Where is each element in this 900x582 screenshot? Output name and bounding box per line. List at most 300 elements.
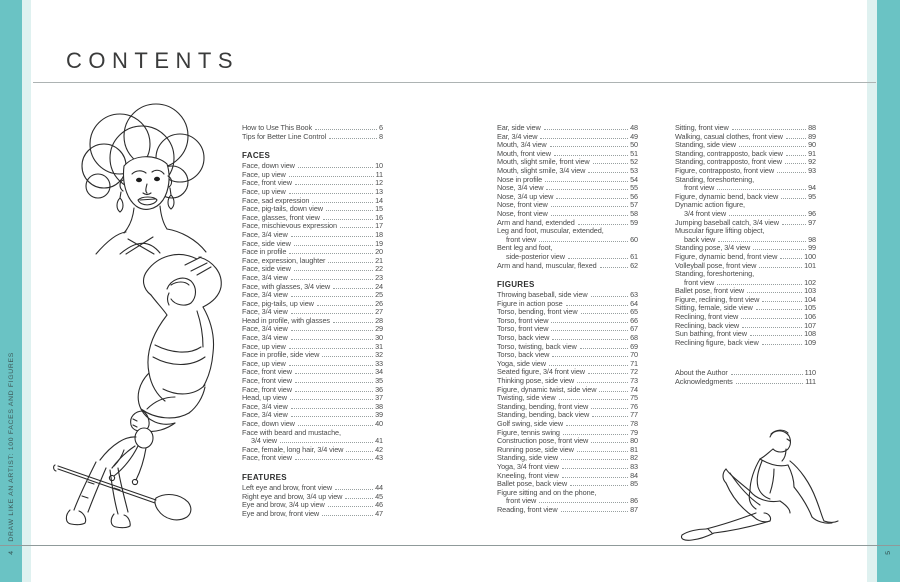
toc-entry-label: Throwing baseball, side view xyxy=(497,290,588,300)
toc-entry-page: 109 xyxy=(804,337,816,347)
dotted-leader xyxy=(741,318,802,319)
toc-entry-page: 63 xyxy=(630,290,638,300)
dotted-leader xyxy=(786,138,806,139)
dotted-leader xyxy=(599,391,628,392)
dotted-leader xyxy=(729,215,806,216)
toc-entry-page: 57 xyxy=(630,200,638,210)
page-title: CONTENTS xyxy=(66,48,239,73)
toc-entry-page: 83 xyxy=(630,461,638,471)
dotted-leader xyxy=(588,373,628,374)
illustration-digging-man xyxy=(40,416,198,540)
dotted-leader xyxy=(717,284,802,285)
toc-entry-page: 86 xyxy=(630,496,638,506)
toc-entry-page: 13 xyxy=(375,186,383,196)
toc-entry-label: Construction pose, front view xyxy=(497,436,589,446)
toc-entry xyxy=(242,454,383,463)
toc-entry-label: Torso, twisting, back view xyxy=(497,341,577,351)
dotted-leader xyxy=(291,313,373,314)
toc-entry-page: 10 xyxy=(375,161,383,171)
dotted-leader xyxy=(346,451,373,452)
toc-entry-page: 90 xyxy=(808,140,816,150)
dotted-leader xyxy=(556,198,628,199)
toc-entry-page: 28 xyxy=(375,315,383,325)
toc-block xyxy=(242,151,383,463)
toc-entry-label: Sitting, female, side view xyxy=(675,303,753,313)
toc-block xyxy=(675,369,816,386)
toc-entry-label: Torso, bending, front view xyxy=(497,307,578,317)
toc-entry-label: Standing, side view xyxy=(675,140,736,150)
toc-entry-label: Face, up view xyxy=(242,186,286,196)
toc-entry-label: Figure, contrapposto, front view xyxy=(675,165,775,175)
toc-entry-label: Sun bathing, front view xyxy=(675,329,747,339)
dotted-leader xyxy=(762,344,802,345)
toc-entry-label: Head in profile, with glasses xyxy=(242,315,330,325)
dotted-leader xyxy=(317,305,373,306)
dotted-leader xyxy=(593,163,628,164)
dotted-leader xyxy=(323,219,373,220)
toc-entry-page: 32 xyxy=(375,350,383,360)
toc-entry-label: Face, front view xyxy=(242,384,292,394)
toc-entry-page: 29 xyxy=(375,324,383,334)
toc-entry-label: Arm and hand, extended xyxy=(497,217,575,227)
dotted-leader xyxy=(315,129,377,130)
toc-block xyxy=(242,124,383,141)
toc-entry-page: 39 xyxy=(375,410,383,420)
dotted-leader xyxy=(545,181,628,182)
dotted-leader xyxy=(552,356,628,357)
toc-entry-label: Nose, front view xyxy=(497,208,548,218)
toc-entry-page: 104 xyxy=(804,294,816,304)
toc-entry-label: About the Author xyxy=(675,368,728,378)
dotted-leader xyxy=(549,365,628,366)
toc-entry-label: Face, expression, laughter xyxy=(242,255,326,265)
dotted-leader xyxy=(539,241,628,242)
dotted-leader xyxy=(561,511,629,512)
toc-entry-page: 85 xyxy=(630,479,638,489)
toc-entry-page: 50 xyxy=(630,140,638,150)
toc-entry-label: How to Use This Book xyxy=(242,123,313,132)
page-number-left: 4 xyxy=(7,551,15,555)
dotted-leader xyxy=(328,506,373,507)
toc-entry-page: 52 xyxy=(630,157,638,167)
toc-entry-label: 3/4 view xyxy=(251,436,277,446)
dotted-leader xyxy=(785,163,806,164)
toc-entry-label: Ballet pose, back view xyxy=(497,479,567,489)
spine-title xyxy=(0,352,22,542)
toc-entry-label: Reclining, back view xyxy=(675,320,740,330)
toc-entry xyxy=(242,133,383,142)
toc-entry-page: 35 xyxy=(375,376,383,386)
dotted-leader xyxy=(340,227,373,228)
dotted-leader xyxy=(289,348,373,349)
toc-entry-page: 75 xyxy=(630,393,638,403)
toc-entry-page: 106 xyxy=(804,312,816,322)
toc-entry-label: Running pose, side view xyxy=(497,444,574,454)
dotted-leader xyxy=(295,391,373,392)
dotted-leader xyxy=(577,382,628,383)
toc-entry-label: back view xyxy=(684,234,716,244)
toc-entry-label: Face, 3/4 view xyxy=(242,290,288,300)
toc-entry-label: Standing, bending, back view xyxy=(497,410,590,420)
toc-entry-label: Ear, 3/4 view xyxy=(497,131,538,141)
toc-entry-page: 100 xyxy=(804,251,816,261)
toc-entry-label: Face, glasses, front view xyxy=(242,212,320,222)
toc-entry-page: 26 xyxy=(375,298,383,308)
toc-entry-page: 101 xyxy=(804,260,816,270)
toc-entry-page: 64 xyxy=(630,298,638,308)
toc-block xyxy=(497,124,638,270)
toc-entry-label: Face, side view xyxy=(242,264,291,274)
toc-entry-label: Mouth, front view xyxy=(497,148,551,158)
toc-entry-first-line: Bent leg and foot, xyxy=(497,243,553,253)
toc-entry-label: Figure, dynamic bend, front view xyxy=(675,251,778,261)
dotted-leader xyxy=(280,442,373,443)
toc-entry-page: 67 xyxy=(630,324,638,334)
toc-entry-page: 77 xyxy=(630,410,638,420)
dotted-leader xyxy=(294,270,373,271)
dotted-leader xyxy=(600,267,628,268)
toc-entry-page: 96 xyxy=(808,208,816,218)
toc-entry-page: 36 xyxy=(375,384,383,394)
toc-entry-page: 14 xyxy=(375,195,383,205)
toc-entry-label: Face, up view xyxy=(242,169,286,179)
toc-entry-label: Face, 3/4 view xyxy=(242,229,288,239)
toc-entry-label: Seated figure, 3/4 front view xyxy=(497,367,585,377)
dotted-leader xyxy=(552,339,628,340)
dotted-leader xyxy=(345,498,373,499)
toc-entry-page: 93 xyxy=(808,165,816,175)
toc-entry-label: Ballet pose, front view xyxy=(675,286,745,296)
toc-entry-label: Mouth, slight smile, front view xyxy=(497,157,590,167)
toc-entry-page: 88 xyxy=(808,123,816,132)
dotted-leader xyxy=(777,172,806,173)
toc-entry-label: Face in profile, side view xyxy=(242,350,320,360)
dotted-leader xyxy=(762,301,802,302)
dotted-leader xyxy=(747,292,802,293)
dotted-leader xyxy=(540,138,628,139)
toc-entry-label: Ear, side view xyxy=(497,123,541,132)
toc-entry xyxy=(675,378,816,387)
dotted-leader xyxy=(551,215,628,216)
toc-entry-label: Eye and brow, 3/4 up view xyxy=(242,500,325,510)
toc-entry-label: Face, 3/4 view xyxy=(242,333,288,343)
dotted-leader xyxy=(333,288,373,289)
toc-entry-label: Face, front view xyxy=(242,367,292,377)
toc-entry-page: 89 xyxy=(808,131,816,141)
toc-entry-page: 97 xyxy=(808,217,816,227)
toc-entry-first-line: Figure sitting and on the phone, xyxy=(497,487,597,497)
toc-entry-page: 103 xyxy=(804,286,816,296)
toc-entry-page: 27 xyxy=(375,307,383,317)
toc-entry-label: Standing, bending, front view xyxy=(497,401,589,411)
toc-entry-label: Right eye and brow, 3/4 up view xyxy=(242,491,343,501)
left-edge-band-light xyxy=(22,0,31,582)
dotted-leader xyxy=(554,155,628,156)
toc-entry-label: Face, female, long hair, 3/4 view xyxy=(242,444,344,454)
toc-entry-page: 8 xyxy=(379,131,383,141)
dotted-leader xyxy=(551,322,628,323)
toc-entry-label: Jumping baseball catch, 3/4 view xyxy=(675,217,779,227)
dotted-leader xyxy=(561,459,628,460)
toc-entry-label: Face, pig-tails, down view xyxy=(242,204,323,214)
dotted-leader xyxy=(570,485,628,486)
toc-entry-label: Mouth, 3/4 view xyxy=(497,140,547,150)
toc-entry-label: Nose, 3/4 up view xyxy=(497,191,554,201)
dotted-leader xyxy=(588,172,628,173)
dotted-leader xyxy=(298,425,373,426)
toc-entry-page: 74 xyxy=(630,384,638,394)
toc-entry-label: Standing, contrapposto, front view xyxy=(675,157,782,167)
toc-entry-page: 43 xyxy=(375,453,383,463)
toc-entry-label: Mouth, slight smile, 3/4 view xyxy=(497,165,586,175)
toc-entry-page: 20 xyxy=(375,247,383,257)
toc-entry-label: front view xyxy=(684,277,715,287)
dotted-leader xyxy=(731,374,803,375)
spine-title-text: DRAW LIKE AN ARTIST: 100 FACES AND FIGURES xyxy=(7,352,15,542)
toc-entry-page: 62 xyxy=(630,260,638,270)
toc-entry-page: 98 xyxy=(808,234,816,244)
dotted-leader xyxy=(736,383,803,384)
toc-entry-page: 11 xyxy=(375,169,383,179)
toc-entry-label: 3/4 front view xyxy=(684,208,726,218)
toc-entry-page: 49 xyxy=(630,131,638,141)
toc-entry-first-line: Standing, foreshortening, xyxy=(675,269,755,279)
toc-entry-label: Figure, dynamic twist, side view xyxy=(497,384,597,394)
toc-entry-label: Torso, back view xyxy=(497,350,550,360)
toc-entry-page: 6 xyxy=(379,123,383,132)
right-edge-band xyxy=(877,0,900,582)
toc-entry-page: 24 xyxy=(375,281,383,291)
toc-entry-label: front view xyxy=(506,496,537,506)
toc-entry-first-line: Muscular figure lifting object, xyxy=(675,226,765,236)
toc-entry-page: 58 xyxy=(630,208,638,218)
toc-entry-label: front view xyxy=(684,183,715,193)
toc-entry-page: 41 xyxy=(375,436,383,446)
toc-entry-page: 107 xyxy=(804,320,816,330)
illustration-seated-man xyxy=(674,425,846,545)
toc-entry-label: Face, with glasses, 3/4 view xyxy=(242,281,331,291)
toc-entry-page: 16 xyxy=(375,212,383,222)
toc-entry-label: Twisting, side view xyxy=(497,393,556,403)
toc-entry-label: Figure, dynamic bend, back view xyxy=(675,191,779,201)
toc-entry-page: 105 xyxy=(804,303,816,313)
dotted-leader xyxy=(294,245,373,246)
toc-entry-label: Face, pig-tails, up view xyxy=(242,298,314,308)
toc-section-heading: FIGURES xyxy=(497,280,535,290)
dotted-leader xyxy=(333,322,373,323)
toc-entry-page: 38 xyxy=(375,401,383,411)
toc-entry-label: Reading, front view xyxy=(497,504,558,514)
toc-entry-label: Left eye and brow, front view xyxy=(242,482,332,492)
toc-block xyxy=(242,473,383,518)
dotted-leader xyxy=(546,189,628,190)
toc-entry-page: 82 xyxy=(630,453,638,463)
toc-entry-page: 99 xyxy=(808,243,816,253)
dotted-leader xyxy=(291,408,373,409)
toc-entry-label: Arm and hand, muscular, flexed xyxy=(497,260,597,270)
toc-entry-label: Standing, contrapposto, back view xyxy=(675,148,783,158)
toc-section-heading: FEATURES xyxy=(242,472,287,482)
dotted-leader xyxy=(290,399,373,400)
toc-entry-label: Yoga, side view xyxy=(497,358,546,368)
toc-entry-label: Face, 3/4 view xyxy=(242,324,288,334)
toc-entry-page: 15 xyxy=(375,204,383,214)
toc-entry-label: Golf swing, side view xyxy=(497,419,564,428)
dotted-leader xyxy=(566,425,628,426)
dotted-leader xyxy=(298,167,373,168)
dotted-leader xyxy=(289,193,373,194)
toc-entry-page: 33 xyxy=(375,358,383,368)
toc-entry-page: 76 xyxy=(630,401,638,411)
toc-entry-page: 44 xyxy=(375,482,383,492)
toc-entry-page: 95 xyxy=(808,191,816,201)
toc-entry-page: 102 xyxy=(804,277,816,287)
toc-section-heading: FACES xyxy=(242,151,271,161)
dotted-leader xyxy=(291,236,373,237)
toc-entry-page: 79 xyxy=(630,427,638,437)
toc-entry-label: Thinking pose, side view xyxy=(497,376,575,386)
toc-entry-page: 60 xyxy=(630,234,638,244)
dotted-leader xyxy=(291,296,373,297)
toc-entry-page: 22 xyxy=(375,264,383,274)
dotted-leader xyxy=(780,258,802,259)
toc-entry-label: Tips for Better Line Control xyxy=(242,131,327,141)
toc-entry-label: Face, up view xyxy=(242,358,286,368)
illustration-stretching-figure xyxy=(127,249,231,441)
toc-entry-label: Reclining, front view xyxy=(675,312,739,322)
toc-entry-label: Head, up view xyxy=(242,393,287,403)
dotted-leader xyxy=(739,146,806,147)
toc-entry-label: Yoga, 3/4 front view xyxy=(497,461,559,471)
dotted-leader xyxy=(291,339,373,340)
dotted-leader xyxy=(577,451,628,452)
dotted-leader xyxy=(291,279,373,280)
footer-rule xyxy=(0,545,900,546)
toc-entry-label: Face, 3/4 view xyxy=(242,307,288,317)
toc-entry-first-line: Face with beard and mustache, xyxy=(242,427,341,437)
toc-entry-label: front view xyxy=(506,234,537,244)
dotted-leader xyxy=(328,262,373,263)
toc-entry-label: Face, front view xyxy=(242,453,292,463)
toc-entry-page: 70 xyxy=(630,350,638,360)
dotted-leader xyxy=(559,399,629,400)
toc-entry-label: Figure, tennis swing xyxy=(497,427,560,437)
dotted-leader xyxy=(568,258,628,259)
dotted-leader xyxy=(291,416,373,417)
toc-entry-page: 72 xyxy=(630,367,638,377)
toc-entry-page: 42 xyxy=(375,444,383,454)
toc-entry-page: 94 xyxy=(808,183,816,193)
toc-entry-page: 56 xyxy=(630,191,638,201)
toc-entry-page: 80 xyxy=(630,436,638,446)
toc-entry-page: 54 xyxy=(630,174,638,184)
toc-entry xyxy=(242,510,383,519)
toc-entry-label: Face, 3/4 view xyxy=(242,272,288,282)
toc-entry-label: Torso, back view xyxy=(497,333,550,343)
toc-entry-label: Face, mischievous expression xyxy=(242,221,337,231)
toc-entry-page: 18 xyxy=(375,229,383,239)
dotted-leader xyxy=(786,155,806,156)
toc-entry-page: 81 xyxy=(630,444,638,454)
dotted-leader xyxy=(291,330,373,331)
toc-entry-label: Face, front view xyxy=(242,178,292,188)
toc-entry-label: Volleyball pose, front view xyxy=(675,260,757,270)
toc-block xyxy=(497,280,638,514)
toc-entry-page: 91 xyxy=(808,148,816,158)
dotted-leader xyxy=(335,489,373,490)
toc-entry-label: Nose, 3/4 view xyxy=(497,183,544,193)
toc-entry-first-line: Dynamic action figure, xyxy=(675,200,745,210)
dotted-leader xyxy=(563,434,628,435)
dotted-leader xyxy=(591,442,628,443)
toc-entry-page: 19 xyxy=(375,238,383,248)
toc-entry-label: Face, side view xyxy=(242,238,291,248)
dotted-leader xyxy=(312,202,373,203)
toc-entry-page: 40 xyxy=(375,419,383,428)
toc-entry-label: Standing, side view xyxy=(497,453,558,463)
dotted-leader xyxy=(581,313,629,314)
dotted-leader xyxy=(750,335,802,336)
toc-entry xyxy=(675,339,816,348)
dotted-leader xyxy=(289,176,374,177)
toc-entry-page: 65 xyxy=(630,307,638,317)
toc-entry-page: 73 xyxy=(630,376,638,386)
toc-entry-label: Standing pose, 3/4 view xyxy=(675,243,751,253)
toc-entry-page: 12 xyxy=(375,178,383,188)
toc-entry-label: Face, up view xyxy=(242,341,286,351)
toc-entry-label: Face, 3/4 view xyxy=(242,410,288,420)
title-rule xyxy=(33,82,876,83)
dotted-leader xyxy=(329,138,377,139)
toc-entry-label: Acknowledgments xyxy=(675,377,733,387)
dotted-leader xyxy=(732,129,806,130)
dotted-leader xyxy=(578,224,628,225)
toc-entry-label: Kneeling, front view xyxy=(497,470,559,480)
toc-entry xyxy=(497,262,638,271)
dotted-leader xyxy=(591,408,628,409)
toc-entry-first-line: Leg and foot, muscular, extended, xyxy=(497,226,604,236)
dotted-leader xyxy=(550,146,628,147)
toc-entry-page: 30 xyxy=(375,333,383,343)
dotted-leader xyxy=(544,129,628,130)
toc-entry-page: 37 xyxy=(375,393,383,403)
dotted-leader xyxy=(782,224,806,225)
toc-block xyxy=(675,124,816,347)
toc-entry-label: Walking, casual clothes, front view xyxy=(675,131,783,141)
dotted-leader xyxy=(566,305,628,306)
toc-entry-label: Figure in action pose xyxy=(497,298,563,308)
dotted-leader xyxy=(562,477,628,478)
toc-entry-label: Face, front view xyxy=(242,376,292,386)
toc-entry-page: 59 xyxy=(630,217,638,227)
toc-entry-page: 110 xyxy=(804,368,816,378)
dotted-leader xyxy=(742,327,802,328)
dotted-leader xyxy=(539,502,628,503)
toc-entry-label: Face, 3/4 view xyxy=(242,401,288,411)
dotted-leader xyxy=(295,459,373,460)
toc-entry-page: 46 xyxy=(375,500,383,510)
toc-entry-page: 23 xyxy=(375,272,383,282)
toc-entry-label: Figure, reclining, front view xyxy=(675,294,760,304)
toc-entry-page: 45 xyxy=(375,491,383,501)
toc-entry-page: 21 xyxy=(375,255,383,265)
toc-entry-page: 68 xyxy=(630,333,638,343)
dotted-leader xyxy=(718,241,806,242)
dotted-leader xyxy=(295,373,373,374)
dotted-leader xyxy=(295,184,373,185)
dotted-leader xyxy=(562,468,628,469)
toc-entry-page: 47 xyxy=(375,508,383,518)
